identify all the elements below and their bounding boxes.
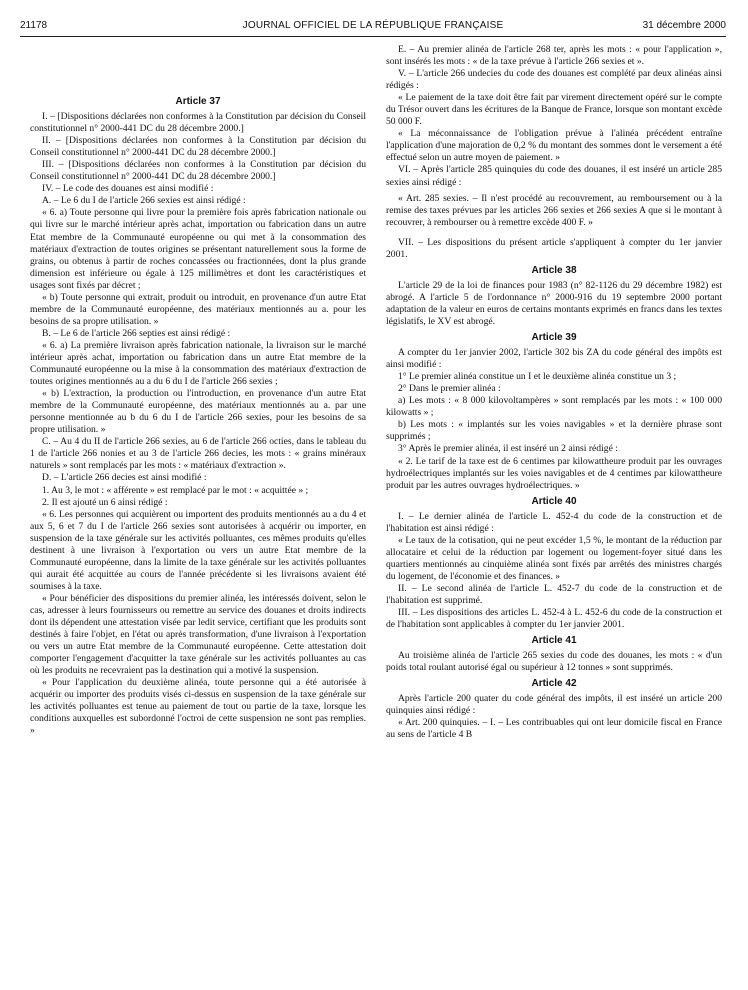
paragraph: a) Les mots : « 8 000 kilovoltampères » sont remplacés par les mots : « 100 000 kilowatts » ; bbox=[386, 395, 722, 419]
paragraph: « b) Toute personne qui extrait, produit ou introduit, en provenance d'un autre Etat membre de la Communauté européenne, des matériaux mentionnés au a. pour les besoins de sa propre utilisation. » bbox=[30, 291, 366, 327]
paragraph: I. – [Dispositions déclarées non conformes à la Constitution par décision du Conseil constitutionnel n° 2000-441 DC du 28 décembre 2000.] bbox=[30, 111, 366, 135]
article-42-title: Article 42 bbox=[531, 678, 577, 690]
paragraph: « Le paiement de la taxe doit être fait par virement directement opéré sur le compte du Trésor ouvert dans les écritures de la Banque de France, lorsque son montant excède 50 000 F. bbox=[386, 92, 722, 128]
page-number: 21178 bbox=[20, 20, 48, 31]
paragraph: 3° Après le premier alinéa, il est inséré un 2 ainsi rédigé : bbox=[398, 443, 618, 455]
paragraph: D. – L'article 266 decies est ainsi modifié : bbox=[42, 472, 207, 484]
paragraph: « La méconnaissance de l'obligation prévue à l'alinéa précédent entraîne l'application d'une majoration de 0,2 % du montant des sommes dont le versement a été effectué selon un autre moyen de paiement. » bbox=[386, 128, 722, 164]
paragraph: « Art. 200 quinquies. – I. – Les contribuables qui ont leur domicile fiscal en France au sens de l'article 4 B bbox=[386, 717, 722, 741]
paragraph: « 6. Les personnes qui acquièrent ou importent des produits mentionnés au a du 4 et aux 5, 6 et 7 du I de l'article 266 sexies sont autorisées à acquérir ou importer, en suspension de la taxe générale sur les activités polluantes, ces mêmes produits qu'elles destinent à une livraison à l'exportation ou vers un autre Etat membre de la Communauté européenne, dans la limite de la taxe générale sur les activités polluantes qui aurait été acquittée au cours de l'année précédente si les livraisons avaient été soumises à la taxe. bbox=[30, 508, 366, 592]
paragraph: VI. – Après l'article 285 quinquies du code des douanes, il est inséré un article 285 sexies ainsi rédigé : bbox=[386, 164, 722, 188]
paragraph: B. – Le 6 de l'article 266 septies est ainsi rédigé : bbox=[42, 327, 231, 339]
paragraph: « b) L'extraction, la production ou l'introduction, en provenance d'un autre Etat membre de la Communauté européenne, des matériaux mentionnés au a. par une personne mentionnée au b du 6 du I de l'article 266 sexies, pour les besoins de sa propre utilisation. » bbox=[30, 388, 366, 436]
paragraph: C. – Au 4 du II de l'article 266 sexies, au 6 de l'article 266 octies, dans le tableau du 1 de l'article 266 nonies et au 3 de l'article 266 decies, les mots : « grains minéraux naturels » sont remplacés par les mots : « matériaux d'extraction ». bbox=[30, 436, 366, 472]
paragraph: b) Les mots : « implantés sur les voies navigables » et la dernière phrase sont supprimés ; bbox=[386, 419, 722, 443]
paragraph: « Le taux de la cotisation, qui ne peut excéder 1,5 %, le montant de la réduction par allocataire et celui de la réduction par logement ou logement-foyer situé dans les quartiers mentionnés au cinquième alinéa sont fixés par arrêtés des ministres chargés du logement, de l'économie et des finances. » bbox=[386, 534, 722, 582]
paragraph: III. – [Dispositions déclarées non conformes à la Constitution par décision du Conseil constitutionnel n° 2000-441 DC du 28 décembre 2000.] bbox=[30, 159, 366, 183]
paragraph: 2° Dans le premier alinéa : bbox=[398, 383, 501, 395]
paragraph: « Pour bénéficier des dispositions du premier alinéa, les intéressés doivent, selon le cas, adresser à leurs fournisseurs ou remettre au service des douanes et droits indirects dont ils dépendent une attestation visée par ledit service, certifiant que les produits sont destinés à faire l'objet, en l'état ou après transformation, d'une livraison à l'exportation ou vers un autre Etat membre de la Communauté européenne. Cette attestation doit comporter l'engagement d'acquitter la taxe générale sur les activités polluantes au cas où les produits ne recevraient pas la destination qui a motivé la suspension. bbox=[30, 592, 366, 677]
paragraph: E. – Au premier alinéa de l'article 268 ter, après les mots : « pour l'application », sont insérés les mots : « de la taxe prévue à l'article 266 sexies et ». bbox=[386, 44, 722, 68]
paragraph: Après l'article 200 quater du code général des impôts, il est inséré un article 200 quinquies ainsi rédigé : bbox=[386, 693, 722, 717]
paragraph: L'article 29 de la loi de finances pour 1983 (n° 82-1126 du 29 décembre 1982) est abrogé. A l'article 5 de l'ordonnance n° 2000-916 du 19 septembre 2000 portant adaptation de la valeur en euros de certains montants exprimés en francs dans les textes législatifs, le XV est abrogé. bbox=[386, 279, 722, 327]
paragraph: « 6. a) La première livraison après fabrication nationale, la livraison sur le marché intérieur après achat, importation ou fabrication dans un autre Etat membre de la Communauté européenne ou la mise à la consommation des matériaux d'extraction de toutes origines mentionnés au a du 6 du I de l'article 266 sexies ; bbox=[30, 339, 366, 388]
right-column bbox=[386, 44, 722, 742]
left-column bbox=[30, 92, 366, 737]
paragraph: III. – Les dispositions des articles L. 452-4 à L. 452-6 du code de la construction et de l'habitation sont applicables à compter du 1er janvier 2001. bbox=[386, 607, 722, 631]
paragraph: VII. – Les dispositions du présent article s'appliquent à compter du 1er janvier 2001. bbox=[386, 236, 722, 260]
publication-date: 31 décembre 2000 bbox=[642, 20, 726, 31]
paragraph: « 6. a) Toute personne qui livre pour la première fois après fabrication nationale ou qui livre sur le marché intérieur après achat, importation ou fabrication dans un autre Etat membre de la Communauté européenne ou qui met à la consommation des matériaux d'extraction de toutes origines se présentant naturellement sous la forme de grains, ou obtenus à partir de roches concassées ou fractionnées, dont la plus grande dimension est inférieure ou égale à 125 millimètres et dont les caractéristiques et usages sont fixés par décret ; bbox=[30, 207, 366, 291]
paragraph: 1. Au 3, le mot : « afférente » est remplacé par le mot : « acquittée » ; bbox=[42, 484, 309, 496]
paragraph: « 2. Le tarif de la taxe est de 6 centimes par kilowattheure produit par les ouvrages hydroélectriques implantés sur les voies navigables et de 4 centimes par kilowattheure produit par les autres ouvrages hydroélectriques. » bbox=[386, 455, 722, 491]
paragraph: I. – Le dernier alinéa de l'article L. 452-4 du code de la construction et de l'habitation est ainsi rédigé : bbox=[386, 510, 722, 534]
paragraph: V. – L'article 266 undecies du code des douanes est complété par deux alinéas ainsi rédigés : bbox=[386, 68, 722, 92]
article-39-title: Article 39 bbox=[531, 332, 577, 344]
paragraph: II. – [Dispositions déclarées non conformes à la Constitution par décision du Conseil constitutionnel n° 2000-441 DC du 28 décembre 2000.] bbox=[30, 135, 366, 159]
paragraph: A compter du 1er janvier 2002, l'article 302 bis ZA du code général des impôts est ainsi modifié : bbox=[386, 347, 722, 371]
header-rule bbox=[20, 36, 726, 37]
paragraph: « Art. 285 sexies. – Il n'est procédé au recouvrement, au remboursement ou à la remise des taxes prévues par les articles 266 sexies et 266 sexies A que si le montant à recouvrer, à rembourser ou à remettre excède 400 F. » bbox=[386, 192, 722, 228]
article-40-title: Article 40 bbox=[531, 495, 577, 507]
page-header bbox=[20, 18, 726, 34]
paragraph: IV. – Le code des douanes est ainsi modifié : bbox=[42, 183, 214, 195]
paragraph: II. – Le second alinéa de l'article L. 452-7 du code de la construction et de l'habitation est supprimé. bbox=[386, 582, 722, 607]
article-37-title: Article 37 bbox=[175, 96, 221, 107]
article-41-title: Article 41 bbox=[531, 635, 577, 647]
paragraph: « Pour l'application du deuxième alinéa, toute personne qui a été autorisée à acquérir ou importer des produits visés ci-dessus en suspension de la taxe générale sur les activités polluantes est tenue au paiement de tout ou partie de la taxe, lorsque les conditions auxquelles est subordonné l'octroi de cette suspension ne sont pas remplies. » bbox=[30, 677, 366, 737]
paragraph: A. – Le 6 du I de l'article 266 sexies est ainsi rédigé : bbox=[42, 195, 246, 207]
paragraph: 2. Il est ajouté un 6 ainsi rédigé : bbox=[42, 496, 168, 508]
journal-title: JOURNAL OFFICIEL DE LA RÉPUBLIQUE FRANÇAISE bbox=[242, 20, 504, 31]
article-38-title: Article 38 bbox=[531, 264, 577, 276]
paragraph: Au troisième alinéa de l'article 265 sexies du code des douanes, les mots : « d'un poids total roulant autorisé égal ou supérieur à 12 tonnes » sont supprimés. bbox=[386, 650, 722, 674]
paragraph: 1° Le premier alinéa constitue un I et le deuxième alinéa constitue un 3 ; bbox=[398, 371, 677, 383]
